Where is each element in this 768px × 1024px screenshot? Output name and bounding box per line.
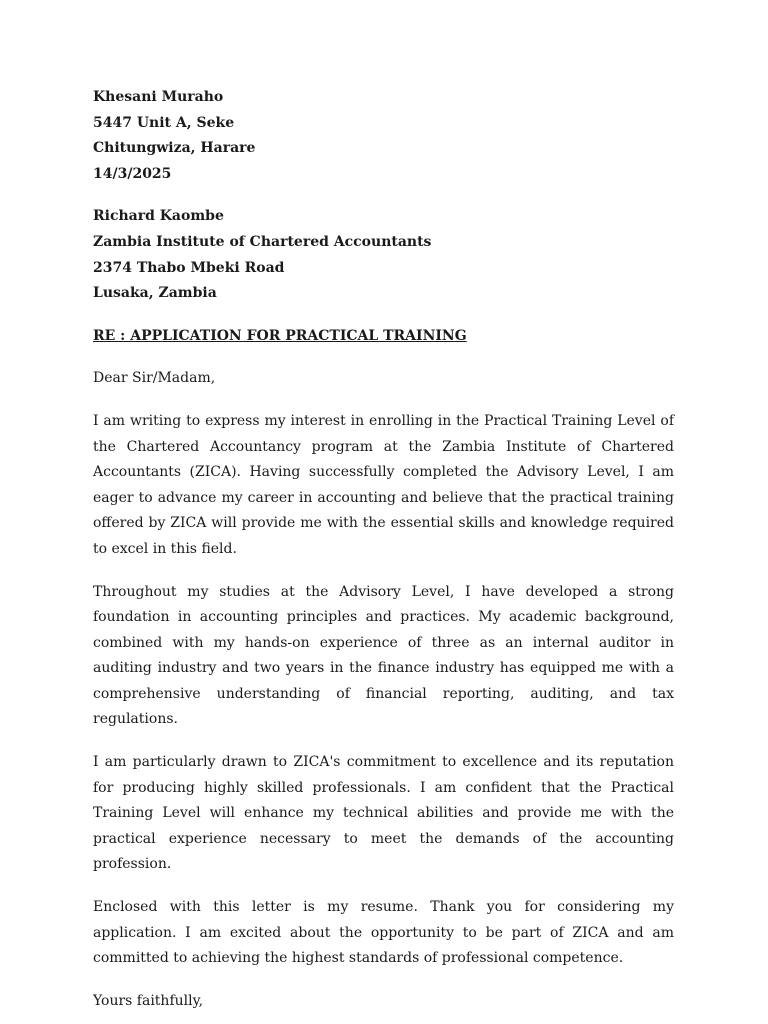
body-paragraph-3: I am particularly drawn to ZICA's commitment to excellence and its reputation for producing highly skilled professionals. I am confident that the Practical Training Level will enhance my technical abilities and provide me with the practical experience necessary to meet the demands of the accounting profession. <box>93 754 674 873</box>
recipient-block <box>93 204 674 306</box>
closing: Yours faithfully, <box>93 992 204 1009</box>
spacer <box>93 733 674 750</box>
salutation: Dear Sir/Madam, <box>93 370 216 387</box>
spacer <box>93 878 674 895</box>
subject-line: RE : APPLICATION FOR PRACTICAL TRAINING <box>93 327 467 344</box>
sender-address-line2: Chitungwiza, Harare <box>93 140 256 157</box>
sender-block <box>93 85 674 187</box>
recipient-name: Richard Kaombe <box>93 208 224 225</box>
spacer <box>93 307 674 324</box>
body-paragraph-2: Throughout my studies at the Advisory Level, I have developed a strong foundation in accounting principles and practices. My academic background, combined with my hands-on experience of three as an internal auditor in auditing industry and two years in the finance industry has equipped me with a comprehensive understanding of financial reporting, auditing, and tax regulations. <box>93 583 674 728</box>
spacer <box>93 972 674 989</box>
spacer <box>93 187 674 204</box>
letter-page <box>93 85 674 1014</box>
sender-address-line1: 5447 Unit A, Seke <box>93 114 235 131</box>
spacer <box>93 349 674 366</box>
recipient-organization: Zambia Institute of Chartered Accountants <box>93 233 432 250</box>
spacer <box>93 563 674 580</box>
recipient-address-line1: 2374 Thabo Mbeki Road <box>93 259 285 276</box>
letter-date: 14/3/2025 <box>93 165 172 182</box>
spacer <box>93 392 674 409</box>
body-paragraph-1: I am writing to express my interest in enrolling in the Practical Training Level of the Chartered Accountancy program at the Zambia Institute of Chartered Accountants (ZICA). Having successfully completed the Advisory Level, I am eager to advance my career in accounting and believe that the practical training offered by ZICA will provide me with the essential skills and knowledge required to excel in this field. <box>93 412 674 557</box>
body-paragraph-4: Enclosed with this letter is my resume. Thank you for considering my application. I am excited about the opportunity to be part of ZICA and am committed to achieving the highest standards of professional competence. <box>93 899 674 967</box>
recipient-address-line2: Lusaka, Zambia <box>93 285 217 302</box>
sender-name: Khesani Muraho <box>93 89 224 105</box>
